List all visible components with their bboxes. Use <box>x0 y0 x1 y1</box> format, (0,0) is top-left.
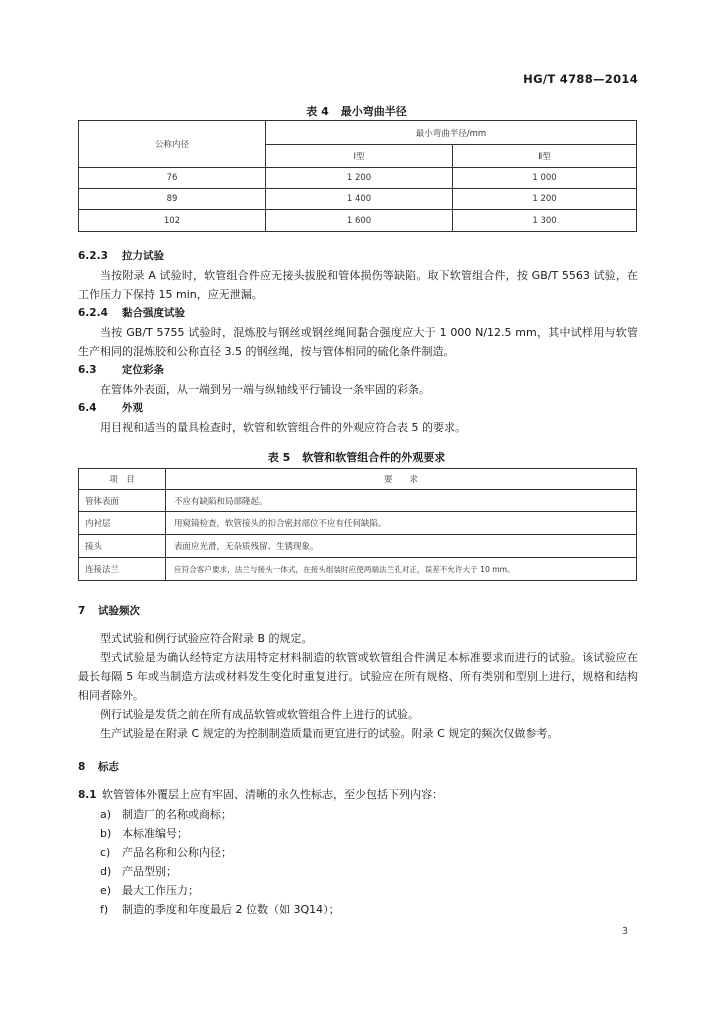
paragraph: 型式试验是为确认经特定方法用特定材料制造的软管或软管组合件满足本标准要求而进行的试验。该试验应在最长每隔 5 年或当制造方法或材料发生变化时重复进行。试验应在所有规格、所有类别和型别上进行，规格和结构相同者除外。 <box>78 651 638 702</box>
table5-cell-requirement: 应符合客户要求，法兰与接头一体式，在接头组装时应使两端法兰孔对正，误差不允许大于 10 mm。 <box>166 558 637 581</box>
list-item <box>78 843 638 862</box>
section-heading <box>78 602 638 621</box>
table4-cell-type1: 1 600 <box>266 210 453 232</box>
section-number: 8.1 <box>78 789 97 801</box>
table4-cell-diameter: 76 <box>79 168 266 189</box>
section-title: 定位彩条 <box>122 364 164 376</box>
paragraph: 当按 GB/T 5755 试验时，混炼胶与钢丝或钢丝绳间黏合强度应大于 1 000 N/12.5 mm，其中试样用与软管生产相同的混炼胶和公称直径 3.5 的钢丝绳，按与管体相同的硫化条件制造。 <box>78 326 638 358</box>
paragraph: 例行试验是发货之前在所有成品软管或软管组合件上进行的试验。 <box>100 708 419 721</box>
list-marker: e) <box>100 884 112 897</box>
table-row <box>79 535 637 558</box>
table4 <box>78 120 637 232</box>
table5-cell-requirement: 不应有缺陷和局部隆起。 <box>166 490 637 512</box>
table5-header-requirement: 要 求 <box>166 469 637 490</box>
table-row <box>79 189 637 210</box>
table-row <box>79 168 637 189</box>
table5-cell-item: 连接法兰 <box>79 558 166 581</box>
section-number: 8 <box>78 761 86 773</box>
page-number: 3 <box>621 926 628 937</box>
section-title: 黏合强度试验 <box>122 307 185 319</box>
section-heading <box>78 399 638 418</box>
section-number: 6.3 <box>78 364 97 376</box>
table4-header-type2: Ⅱ型 <box>453 145 637 168</box>
list-item <box>78 824 638 843</box>
list-marker: d) <box>100 865 112 878</box>
list-text: 产品名称和公称内径； <box>122 846 232 859</box>
section-6-4 <box>78 399 638 437</box>
table4-caption-title: 最小弯曲半径 <box>340 105 407 118</box>
section-title: 拉力试验 <box>122 250 164 262</box>
table5-caption-title: 软管和软管组合件的外观要求 <box>302 451 446 464</box>
table4-cell-type1: 1 200 <box>266 168 453 189</box>
table5-cell-item: 接头 <box>79 535 166 558</box>
table4-cell-type1: 1 400 <box>266 189 453 210</box>
table5-cell-item: 管体表面 <box>79 490 166 512</box>
section-number: 6.2.3 <box>78 250 108 262</box>
table-row <box>79 210 637 232</box>
list-text: 制造的季度和年度最后 2 位数（如 3Q14）； <box>122 903 340 916</box>
section-heading <box>78 247 638 266</box>
section-title: 外观 <box>122 402 143 414</box>
list-item <box>78 862 638 881</box>
section-heading <box>78 304 638 323</box>
table5-cell-requirement: 表面应光滑，无杂质残留、生锈现象。 <box>166 535 637 558</box>
table4-cell-type2: 1 200 <box>453 189 637 210</box>
table5 <box>78 468 637 581</box>
list-marker: a) <box>100 808 112 821</box>
list-marker: b) <box>100 827 112 840</box>
table4-header-radius: 最小弯曲半径/mm <box>266 121 637 145</box>
paragraph: 型式试验和例行试验应符合附录 B 的规定。 <box>100 632 313 645</box>
paragraph: 在管体外表面，从一端到另一端与纵轴线平行铺设一条牢固的彩条。 <box>100 383 430 396</box>
list-text: 最大工作压力； <box>122 884 199 897</box>
standard-code: HG/T 4788—2014 <box>523 72 638 86</box>
section-6-3 <box>78 361 638 399</box>
section-title: 试验频次 <box>98 605 140 617</box>
list-text: 制造厂的名称或商标； <box>122 808 232 821</box>
table5-caption <box>0 449 713 465</box>
table4-header-type1: Ⅰ型 <box>266 145 453 168</box>
table-row <box>79 512 637 535</box>
table5-cell-item: 内衬层 <box>79 512 166 535</box>
list-item <box>78 900 638 919</box>
table5-cell-requirement: 用窥镜检查，软管接头的扣合密封部位不应有任何缺陷。 <box>166 512 637 535</box>
paragraph: 软管管体外覆层上应有牢固、清晰的永久性标志，至少包括下列内容： <box>102 788 443 801</box>
table-row <box>79 490 637 512</box>
list-text: 本标准编号； <box>122 827 188 840</box>
paragraph: 当按附录 A 试验时，软管组合件应无接头拔脱和管体损伤等缺陷。取下软管组合件，按 GB/T 5563 试验，在工作压力下保持 15 min，应无泄漏。 <box>78 269 638 301</box>
table4-caption-number: 表 4 <box>306 105 329 118</box>
table5-header-item: 项 目 <box>79 469 166 490</box>
table4-header-nominal: 公称内径 <box>79 121 266 168</box>
table4-cell-diameter: 89 <box>79 189 266 210</box>
table-row <box>79 558 637 581</box>
section-number: 7 <box>78 605 86 617</box>
section-6-2-4 <box>78 304 638 361</box>
section-title: 标志 <box>98 761 119 773</box>
table4-cell-diameter: 102 <box>79 210 266 232</box>
paragraph: 生产试验是在附录 C 规定的为控制制造质量而更宜进行的试验。附录 C 规定的频次仅做参考。 <box>100 727 559 740</box>
section-heading <box>78 758 638 777</box>
table4-cell-type2: 1 000 <box>453 168 637 189</box>
list-text: 产品型别； <box>122 865 177 878</box>
paragraph: 用目视和适当的量具检查时，软管和软管组合件的外观应符合表 5 的要求。 <box>100 421 466 434</box>
section-heading <box>78 361 638 380</box>
section-number: 6.2.4 <box>78 307 108 319</box>
section-8 <box>78 758 638 919</box>
list-marker: c) <box>100 846 111 859</box>
list-item <box>78 805 638 824</box>
table4-caption <box>0 103 713 119</box>
section-6-2-3 <box>78 247 638 304</box>
section-8-1 <box>78 785 638 805</box>
section-7 <box>78 602 638 743</box>
table5-caption-number: 表 5 <box>267 451 291 464</box>
section-number: 6.4 <box>78 402 97 414</box>
table4-cell-type2: 1 300 <box>453 210 637 232</box>
list-item <box>78 881 638 900</box>
list-marker: f) <box>100 903 109 916</box>
